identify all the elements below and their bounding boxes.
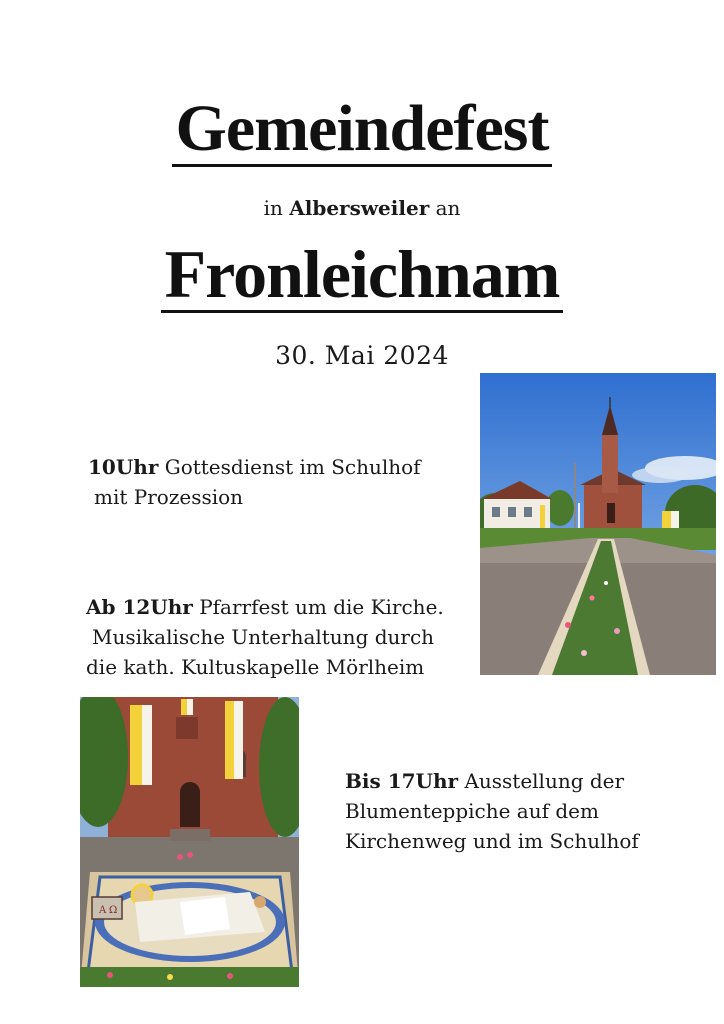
subtitle-place: Albersweiler bbox=[289, 196, 430, 220]
page-title: Gemeindefest bbox=[0, 96, 724, 167]
church-photo bbox=[480, 373, 716, 675]
schedule-text: die kath. Kultuskapelle Mörlheim bbox=[86, 655, 425, 679]
schedule-text: Musikalische Unterhaltung durch bbox=[92, 625, 435, 649]
svg-text:Ω: Ω bbox=[109, 905, 118, 916]
schedule-text: Pfarrfest um die Kirche. bbox=[199, 595, 444, 619]
flower-carpet-photo bbox=[80, 697, 299, 987]
subtitle bbox=[0, 196, 724, 220]
schedule-text: mit Prozession bbox=[94, 485, 244, 509]
schedule-item-3 bbox=[345, 766, 675, 856]
schedule-text: Kirchenweg und im Schulhof bbox=[345, 829, 639, 853]
schedule-item-2 bbox=[86, 592, 466, 682]
schedule-text: Blumenteppiche auf dem bbox=[345, 799, 599, 823]
event-date: 30. Mai 2024 bbox=[275, 341, 449, 370]
subtitle-prefix: in bbox=[263, 196, 283, 220]
schedule-time: Bis 17Uhr bbox=[345, 769, 459, 793]
schedule-text: Gottesdienst im Schulhof bbox=[164, 455, 421, 479]
schedule-time: 10Uhr bbox=[88, 455, 159, 479]
svg-text:A: A bbox=[99, 905, 107, 916]
schedule-item-1 bbox=[88, 452, 448, 512]
event-name: Fronleichnam bbox=[0, 240, 724, 313]
schedule-text: Ausstellung der bbox=[464, 769, 625, 793]
schedule-time: Ab 12Uhr bbox=[86, 595, 193, 619]
subtitle-suffix: an bbox=[435, 196, 461, 220]
